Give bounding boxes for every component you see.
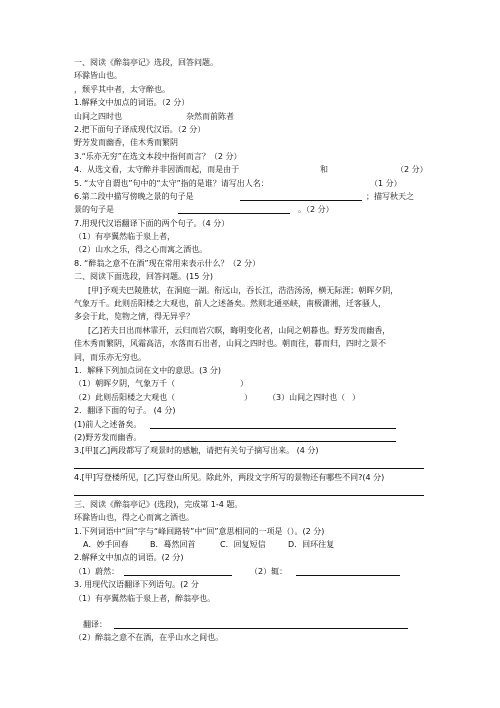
question-text: 4．从选文看，太守醉并非因酒而起，而是由于 xyxy=(74,165,240,175)
score-label: （2 分） xyxy=(396,165,428,175)
question-sentence: （2）醉翁之意不在酒，在乎山水之间也。 xyxy=(74,633,224,643)
score-label: 。（2 分） xyxy=(298,205,334,215)
passage-line: 环滁皆山也，得之心而寓之酒也。 xyxy=(74,513,194,523)
question-row xyxy=(74,203,434,216)
answer-blank[interactable] xyxy=(178,203,290,214)
worksheet xyxy=(74,56,434,645)
question-text: 和 xyxy=(320,165,328,175)
passage-line: [乙]若夫日出而林霏开，云归而岩穴暝，晦明变化者，山间之朝暮也。野芳发而幽香， xyxy=(88,325,391,335)
passage-line: 环滁皆山也。 xyxy=(74,71,122,81)
option-a[interactable]: A．妙手回春 xyxy=(83,540,129,550)
answer-row xyxy=(74,418,434,431)
options-row xyxy=(74,538,434,551)
answer-line-row xyxy=(74,458,434,471)
passage-line: 佳木秀而繁阴，风霜高洁，水落而石出者，山间之四时也。朝而往，暮而归，四时之景不 xyxy=(74,339,386,349)
question-sentence: (2)野芳发而幽香。 xyxy=(74,432,142,442)
question-item: ） xyxy=(352,392,360,402)
passage-line: 同，而乐亦无穷也。 xyxy=(74,352,146,362)
question-item-row xyxy=(74,391,434,404)
question-item: （3）山间之四时也（ xyxy=(268,392,346,402)
question-item: （1）朝晖夕阴，气象万千（ xyxy=(74,379,176,389)
question-item: 杂然而前陈者 xyxy=(186,111,234,121)
answer-blank[interactable] xyxy=(74,458,424,469)
question-item-row xyxy=(74,565,434,578)
question-title: 4.[甲]写登楼所见，[乙]写登山所见。除此外，两段文字所写的景物还有哪些不同?(4 分) xyxy=(74,473,385,483)
passage-line: ，颓乎其中者，太守醉也。 xyxy=(74,84,170,94)
question-sentence: （2）山水之乐，得之心而寓之酒也。 xyxy=(74,245,208,255)
question-title: 3.[甲][乙]两段都写了观景时的感触，请把有关句子摘写出来。 (4 分) xyxy=(74,446,319,456)
question-text: 6.第二段中描写傍晚之景的句子是 xyxy=(74,191,194,201)
question-text: ；描写秋天之 xyxy=(366,191,414,201)
answer-line-row xyxy=(74,485,434,498)
passage-line: 气象万千。此则岳阳楼之大观也，前人之述备矣。然则北通巫峡，南极潇湘，迁客骚人， xyxy=(74,299,386,309)
question-item: （2）辄： xyxy=(250,566,288,576)
question-text: 5. “太守自谓也”句中的“太守”指的是谁？请写出人名： xyxy=(74,178,269,188)
section3-heading: 三、阅读《醉翁亭记》(选段)，完成第 1-4 题。 xyxy=(74,499,243,509)
translate-label: 翻译： xyxy=(83,620,107,630)
question-sentence: （1）有亭翼然临于泉上者，醉翁亭也。 xyxy=(74,593,216,603)
question-text: 景的句子是 xyxy=(74,205,114,215)
answer-blank[interactable] xyxy=(150,431,396,442)
option-d[interactable]: D．回环往复 xyxy=(288,540,335,550)
question-title: 7.用现代汉语翻译下面的两个句子。（4 分） xyxy=(74,218,230,228)
question-title: 3.“乐亦无穷”在选文本段中指何而言？（2 分） xyxy=(74,151,242,161)
answer-blank[interactable] xyxy=(114,618,408,629)
question-item-row xyxy=(74,110,434,123)
passage-line: 多会于此，览物之情，得无异乎？ xyxy=(74,312,194,322)
answer-row xyxy=(74,431,434,444)
question-item-row xyxy=(74,377,434,390)
question-row xyxy=(74,177,434,190)
question-sentence: 野芳发而幽香，佳木秀而繁阴 xyxy=(74,138,178,148)
option-b[interactable]: B．蓦然回首 xyxy=(150,540,196,550)
question-title: 1.解释文中加点的词语。（2 分） xyxy=(74,98,190,108)
question-title: 1.下列词语中“回”字与“峰回路转”中“回”意思相同的一项是（）。(2 分) xyxy=(74,526,325,536)
question-item: （1）蔚然： xyxy=(74,566,120,576)
section2-heading: 二、阅读下面选段，回答问题。(15 分) xyxy=(74,272,213,282)
question-item: ） xyxy=(244,392,252,402)
passage-line: [甲]予观夫巴陵胜状，在洞庭一湖。衔远山，吞长江，浩浩汤汤，横无际涯；朝晖夕阴， xyxy=(88,285,399,295)
answer-row xyxy=(74,618,434,631)
question-item: ） xyxy=(240,379,248,389)
answer-blank[interactable] xyxy=(296,565,400,576)
question-title: 3. 用现代汉语翻译下列语句。(2 分 xyxy=(74,580,199,590)
question-sentence: （1）有亭翼然临于泉上者， xyxy=(74,232,176,242)
answer-blank[interactable] xyxy=(240,190,362,201)
question-item: （2）此则岳阳楼之大观也（ xyxy=(74,392,176,402)
section1-heading: 一、阅读《醉翁亭记》选段，回答问题。 xyxy=(74,58,218,67)
question-title: 2．翻译下面的句子。 (4 分) xyxy=(74,406,176,416)
option-c[interactable]: C．回复短信 xyxy=(220,540,266,550)
question-title: 8. “醉翁之意不在酒”现在常用来表示什么？（2 分） xyxy=(74,258,261,268)
answer-blank[interactable] xyxy=(124,565,232,576)
answer-blank[interactable] xyxy=(74,485,424,496)
question-item: 山间之四时也 xyxy=(74,111,122,121)
question-row xyxy=(74,190,434,203)
score-label: （1 分） xyxy=(370,178,402,188)
question-title: 2.把下面句子译成现代汉语。（2 分） xyxy=(74,124,206,134)
question-sentence: (1)前人之述备矣。 xyxy=(74,419,142,429)
answer-blank[interactable] xyxy=(150,418,396,429)
question-title: 2.解释文中加点的词语。(2 分) xyxy=(74,553,184,563)
question-title: 1．解释下列加点词在文中的意思。(3 分) xyxy=(74,365,221,375)
question-row xyxy=(74,163,434,176)
